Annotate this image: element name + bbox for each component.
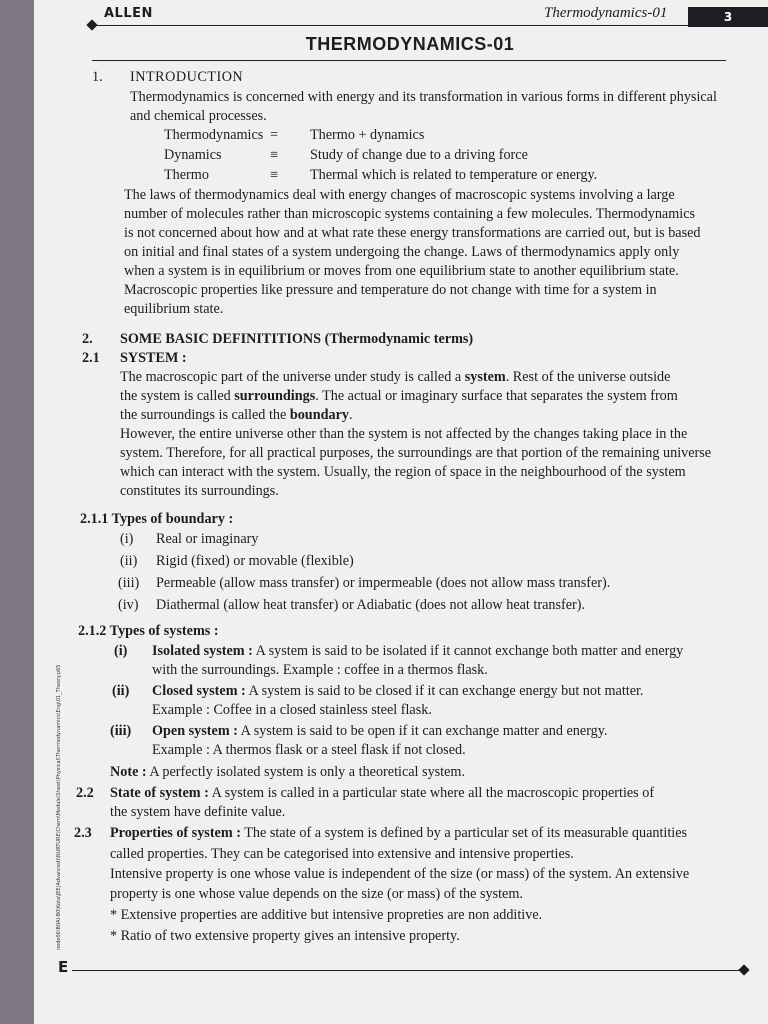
note: Note : A perfectly isolated system is only a theoretical system. <box>110 764 465 780</box>
paragraph-line: Properties of system : The state of a system is defined by a particular set of its measurable quantities <box>110 825 688 841</box>
list-item: with the surroundings. Example : coffee in a thermos flask. <box>152 662 488 678</box>
paragraph-line: number of molecules rather than microscopic systems containing a few molecules. Thermodynamics <box>124 206 696 222</box>
paragraph-line: equilibrium state. <box>124 301 224 317</box>
intro-line: and chemical processes. <box>130 108 267 124</box>
paragraph-line: is not concerned about how and at what rate these energy transformations are carried out, but is based <box>124 225 701 241</box>
paragraph-line: The macroscopic part of the universe under study is called a system. Rest of the universe outside <box>120 369 671 385</box>
def-term: Thermo <box>164 167 209 183</box>
list-item: Rigid (fixed) or movable (flexible) <box>156 553 354 569</box>
def-symbol: = <box>270 127 279 143</box>
def-meaning: Study of change due to a driving force <box>310 147 528 163</box>
list-item: Permeable (allow mass transfer) or impermeable (does not allow mass transfer). <box>156 575 611 591</box>
paragraph-line: However, the entire universe other than the system is not affected by the changes taking place in the <box>120 426 688 442</box>
def-symbol: ≡ <box>270 167 279 183</box>
list-item: Open system : A system is said to be open if it can exchange matter and energy. <box>152 723 608 739</box>
list-number: (i) <box>120 531 134 547</box>
paragraph-line: which can interact with the system. Usually, the region of space in the neighbourhood of the system <box>120 464 686 480</box>
paragraph-line: constitutes its surroundings. <box>120 483 279 499</box>
list-item: Closed system : A system is said to be closed if it can exchange energy but not matter. <box>152 683 644 699</box>
list-number: (ii) <box>120 553 138 569</box>
list-number: (i) <box>114 643 128 659</box>
bullet-line: * Extensive properties are additive but intensive propreties are non additive. <box>110 907 543 923</box>
list-number: (iii) <box>110 723 132 739</box>
paragraph-line: Intensive property is one whose value is independent of the size (or mass) of the system. An extensive <box>110 866 690 882</box>
list-number: (iv) <box>118 597 139 613</box>
diamond-bullet-icon <box>738 964 749 975</box>
section-2-3-number: 2.3 <box>74 825 92 841</box>
def-term: Thermodynamics <box>164 127 264 143</box>
list-item: Example : Coffee in a closed stainless steel flask. <box>152 702 432 718</box>
def-meaning: Thermal which is related to temperature or energy. <box>310 167 598 183</box>
page-number: 3 <box>723 10 733 24</box>
subsection-heading: 2.1.2 Types of systems : <box>78 623 219 639</box>
bullet-line: * Ratio of two extensive property gives an intensive property. <box>110 928 460 944</box>
paragraph-line: system. Therefore, for all practical purposes, the surroundings are that portion of the remaining universe <box>120 445 712 461</box>
page-number-box <box>688 7 768 27</box>
paragraph-line: called properties. They can be categorised into extensive and intensive properties. <box>110 846 574 862</box>
running-title: Thermodynamics-01 <box>544 5 668 21</box>
footer-rule <box>72 970 742 971</box>
list-item: Example : A thermos flask or a steel flask if not closed. <box>152 742 466 758</box>
paragraph-line: the system is called surroundings. The actual or imaginary surface that separates the system from <box>120 388 678 404</box>
header-rule <box>92 25 688 26</box>
list-number: (ii) <box>112 683 130 699</box>
section-2-2-number: 2.2 <box>76 785 94 801</box>
paragraph-line: on initial and final states of a system undergoing the change. Laws of thermodynamics apply only <box>124 244 680 260</box>
intro-line: Thermodynamics is concerned with energy and its transformation in various forms in different physical <box>130 89 717 105</box>
section-1-heading: INTRODUCTION <box>130 69 244 85</box>
paragraph-line: Macroscopic properties like pressure and temperature do not change with time for a system in <box>124 282 657 298</box>
list-number: (iii) <box>118 575 140 591</box>
paragraph-line: State of system : A system is called in a particular state where all the macroscopic properties of <box>110 785 655 801</box>
footer-letter: E <box>58 958 69 976</box>
paragraph-line: the system have definite value. <box>110 804 286 820</box>
section-2-1-number: 2.1 <box>82 350 100 366</box>
brand-logo: ALLEN <box>104 6 153 21</box>
subsection-heading: 2.1.1 Types of boundary : <box>80 511 234 527</box>
section-1-number: 1. <box>92 69 103 85</box>
margin-file-path: node06\B0AI-B0\Kota\JEE(Advanced)\NURTURE\Chem\Module\Sheet\Physical\Thermodynamics\Eng\01_Theory.p65 <box>56 664 62 950</box>
paragraph-line: The laws of thermodynamics deal with energy changes of macroscopic systems involving a large <box>124 187 675 203</box>
def-term: Dynamics <box>164 147 222 163</box>
section-2-heading: SOME BASIC DEFINITITIONS (Thermodynamic terms) <box>120 331 474 347</box>
list-item: Isolated system : A system is said to be isolated if it cannot exchange both matter and energy <box>152 643 684 659</box>
title-rule <box>92 60 726 61</box>
list-item: Real or imaginary <box>156 531 259 547</box>
list-item: Diathermal (allow heat transfer) or Adiabatic (does not allow heat transfer). <box>156 597 585 613</box>
paragraph-line: property is one whose value depends on the size (or mass) of the system. <box>110 886 523 902</box>
chapter-title: THERMODYNAMICS-01 <box>305 34 515 54</box>
book-page <box>34 0 768 1024</box>
def-meaning: Thermo + dynamics <box>310 127 425 143</box>
paragraph-line: the surroundings is called the boundary. <box>120 407 353 423</box>
section-2-number: 2. <box>82 331 93 347</box>
def-symbol: ≡ <box>270 147 279 163</box>
section-2-1-heading: SYSTEM : <box>120 350 187 366</box>
paragraph-line: when a system is in equilibrium or moves from one equilibrium state to another equilibrium state. <box>124 263 679 279</box>
